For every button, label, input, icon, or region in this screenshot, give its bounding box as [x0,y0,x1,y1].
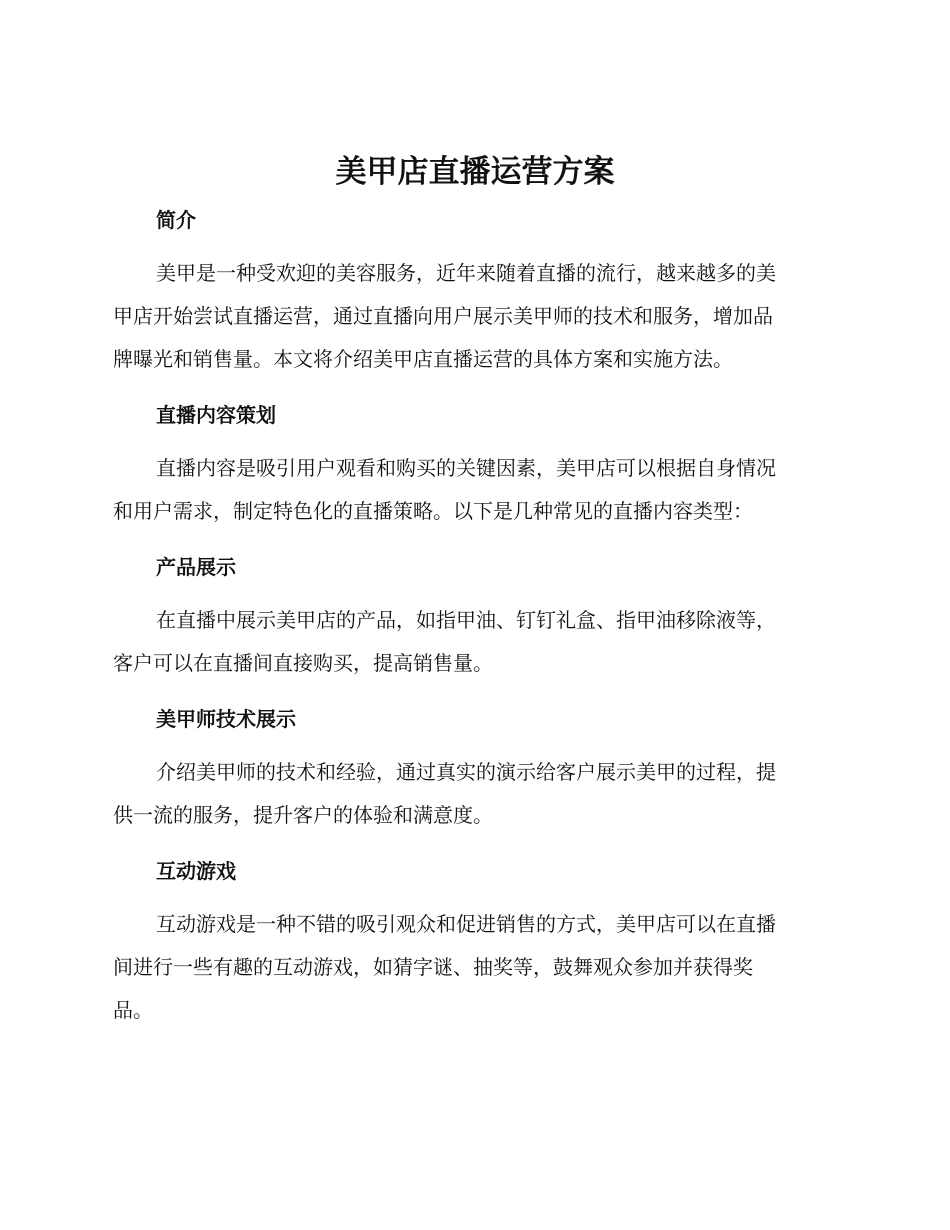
paragraph-line: 牌曝光和销售量。本文将介绍美甲店直播运营的具体方案和实施方法。 [113,347,733,371]
paragraph-line: 间进行一些有趣的互动游戏，如猜字谜、抽奖等，鼓舞观众参加并获得奖 [113,955,753,979]
paragraph-line: 介绍美甲师的技术和经验，通过真实的演示给客户展示美甲的过程，提 [156,760,776,784]
paragraph-line: 客户可以在直播间直接购买，提高销售量。 [113,651,493,675]
section-heading-intro: 简介 [156,208,196,232]
document-title: 美甲店直播运营方案 [335,154,615,190]
section-heading-technician-showcase: 美甲师技术展示 [156,707,296,731]
paragraph-line: 在直播中展示美甲店的产品，如指甲油、钉钉礼盒、指甲油移除液等， [156,608,776,632]
paragraph-line: 直播内容是吸引用户观看和购买的关键因素，美甲店可以根据自身情况 [156,456,776,480]
section-paragraph-intro [113,252,831,381]
section-paragraph-technician-showcase [113,751,831,837]
paragraph-line: 品。 [113,998,153,1022]
paragraph-line: 和用户需求，制定特色化的直播策略。以下是几种常见的直播内容类型： [113,499,753,523]
section-heading-content-planning: 直播内容策划 [156,403,276,427]
section-paragraph-content-planning [113,447,831,533]
paragraph-line: 供一流的服务，提升客户的体验和满意度。 [113,803,493,827]
paragraph-line: 甲店开始尝试直播运营，通过直播向用户展示美甲师的技术和服务，增加品 [113,304,773,328]
section-paragraph-interactive-games [113,903,831,1032]
section-paragraph-product-display [113,599,831,685]
paragraph-line: 互动游戏是一种不错的吸引观众和促进销售的方式，美甲店可以在直播 [156,912,776,936]
paragraph-line: 美甲是一种受欢迎的美容服务，近年来随着直播的流行，越来越多的美 [156,261,776,285]
section-heading-interactive-games: 互动游戏 [156,859,236,883]
section-heading-product-display: 产品展示 [156,555,236,579]
